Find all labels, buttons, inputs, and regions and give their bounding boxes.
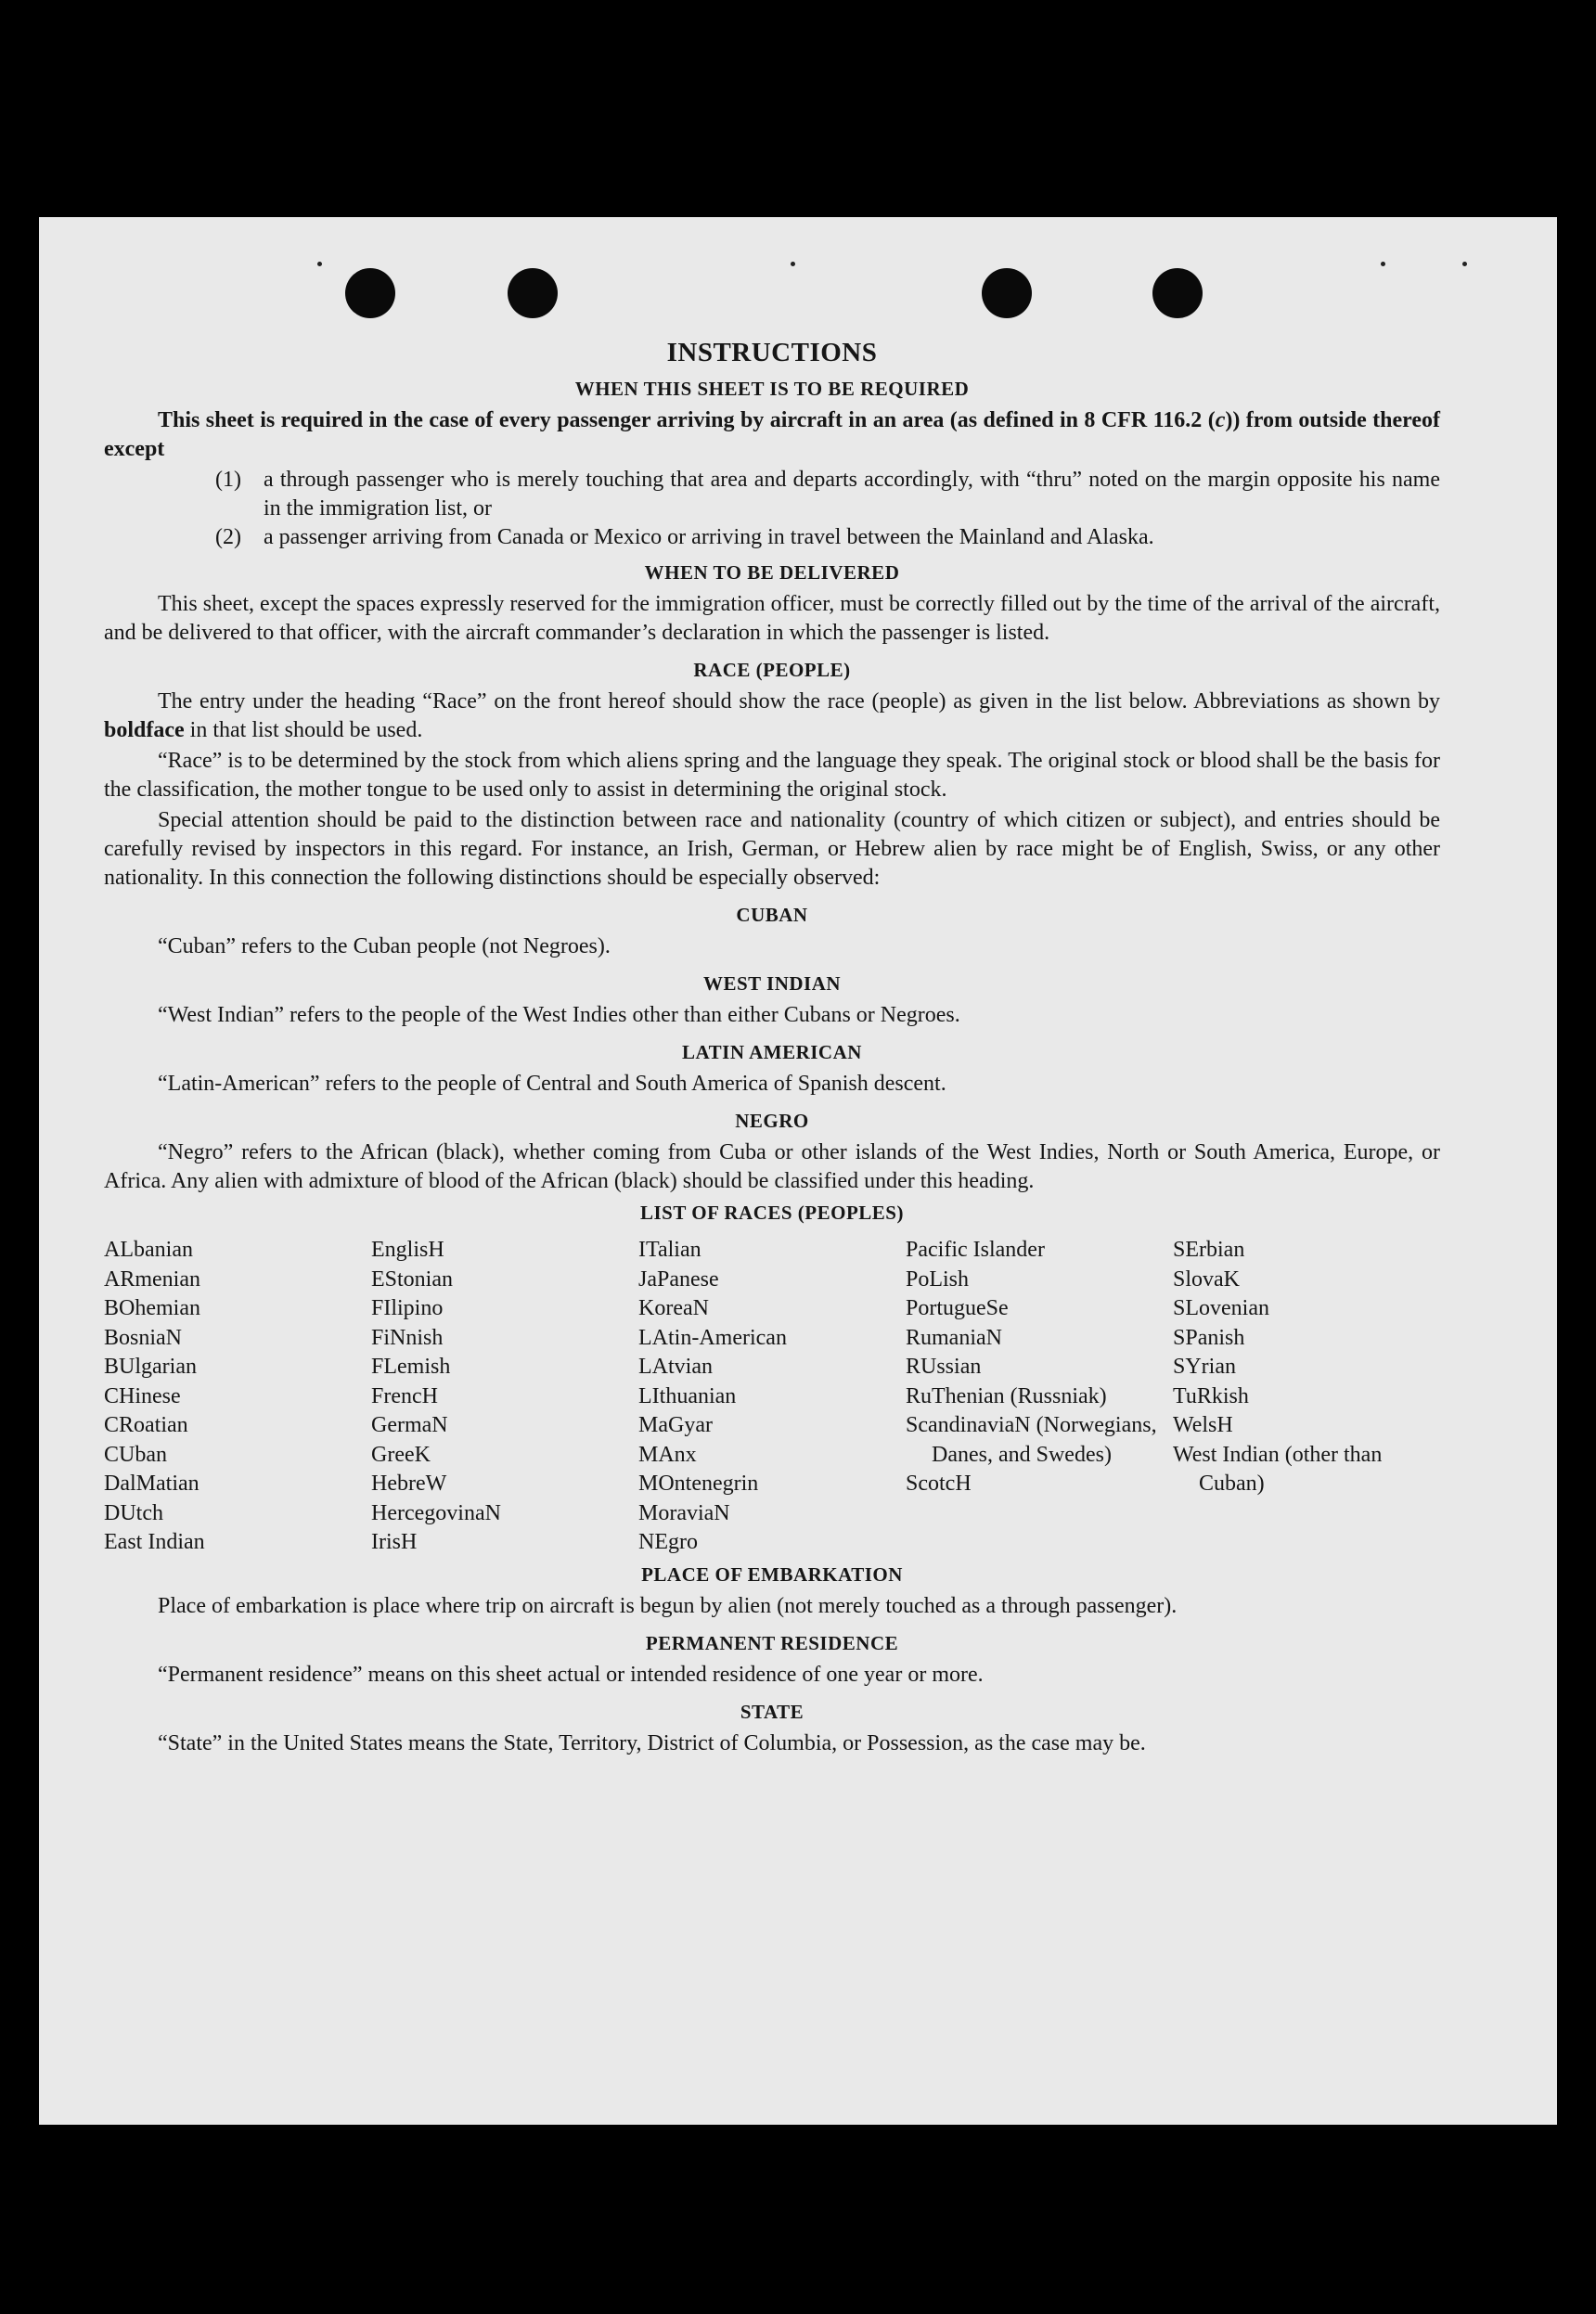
heading-negro: NEGRO: [735, 1110, 809, 1132]
latin-american-text: “Latin-American” refers to the people of Central and South America of Spanish descent.: [158, 1072, 946, 1096]
speck: [791, 262, 795, 266]
race-entry: East Indian: [104, 1530, 205, 1554]
race-entry: BUlgarian: [104, 1355, 197, 1379]
race-entry: BOhemian: [104, 1296, 200, 1320]
races-list: [104, 1236, 1440, 1558]
race-entry: ScandinaviaN (Norwegians, Danes, and Swedes): [906, 1413, 1157, 1467]
race-entry: CHinese: [104, 1383, 181, 1408]
race-entry: FIlipino: [371, 1296, 444, 1320]
race-entry: Pacific Islander: [906, 1238, 1045, 1262]
heading-races-list: LIST OF RACES (PEOPLES): [640, 1202, 904, 1224]
instructions-content: [104, 338, 1440, 1760]
race-paragraph-3: Special attention should be paid to the distinction between race and nationality (country of which citizen or subject), and entries should be carefully revised by inspectors in this regard. For instance, an Irish, German, or Hebrew alien by race might be of English, Swiss, or any other nationality. In this connection the following distinctions should be especially observed:: [104, 808, 1440, 890]
race-entry: SlovaK: [1173, 1266, 1240, 1292]
speck: [1462, 262, 1467, 266]
race-entry: MoraviaN: [638, 1500, 730, 1525]
races-column: [371, 1236, 638, 1558]
races-column: [906, 1236, 1173, 1558]
embarkation-text: Place of embarkation is place where trip on aircraft is begun by alien (not merely touched as a through passenger).: [158, 1593, 1178, 1618]
race-entry: TuRkish: [1173, 1383, 1249, 1408]
race-entry: BosniaN: [104, 1325, 182, 1350]
heading-cuban: CUBAN: [736, 904, 808, 926]
punch-hole: [1152, 268, 1203, 318]
heading-embarkation: PLACE OF EMBARKATION: [641, 1562, 903, 1586]
races-column: [104, 1236, 371, 1558]
state-text: “State” in the United States means the State, Territory, District of Columbia, or Possession, as the case may be.: [158, 1730, 1146, 1755]
negro-text: “Negro” refers to the African (black), whether coming from Cuba or other islands of the West Indies, North or South America, Europe, or Africa. Any alien with admixture of blood of the African (black) should be classified under this heading.: [104, 1140, 1440, 1193]
heading-residence: PERMANENT RESIDENCE: [645, 1631, 899, 1654]
race-paragraph-2: “Race” is to be determined by the stock from which aliens spring and the language they speak. The original stock or blood shall be the basis for the classification, the mother tongue to be used only to assist in determining the original stock.: [104, 749, 1440, 802]
race-entry: West Indian (other than Cuban): [1173, 1442, 1383, 1496]
race-entry: ITalian: [638, 1238, 701, 1262]
race-entry: PortugueSe: [906, 1296, 1009, 1320]
race-paragraph-1: The entry under the heading “Race” on the front hereof should show the race (people) as given in the list below. Abbreviations as shown by boldface in that list should be used.: [104, 689, 1440, 742]
race-entry: SLovenian: [1173, 1296, 1269, 1320]
races-column: [1173, 1236, 1440, 1558]
race-entry: SYrian: [1173, 1355, 1236, 1379]
race-entry: JaPanese: [638, 1266, 719, 1292]
race-entry: ALbanian: [104, 1238, 193, 1262]
races-column: [638, 1236, 906, 1558]
heading-west-indian: WEST INDIAN: [702, 972, 842, 995]
race-entry: LAtin-American: [638, 1325, 787, 1350]
race-entry: LAtvian: [638, 1355, 713, 1379]
race-entry: SPanish: [1173, 1325, 1245, 1350]
race-entry: FLemish: [371, 1355, 451, 1379]
race-entry: DalMatian: [104, 1472, 200, 1496]
race-entry: MOntenegrin: [638, 1472, 759, 1496]
race-entry: HercegovinaN: [371, 1500, 501, 1525]
heading-race: RACE (PEOPLE): [693, 659, 851, 681]
race-entry: RUssian: [906, 1355, 982, 1379]
punch-hole: [982, 268, 1032, 318]
document-sheet: [39, 217, 1557, 2125]
race-entry: KoreaN: [638, 1296, 709, 1320]
race-entry: RumaniaN: [906, 1325, 1002, 1350]
race-entry: DUtch: [104, 1500, 163, 1525]
heading-state: STATE: [740, 1700, 804, 1723]
punch-hole: [345, 268, 395, 318]
race-entry: PoLish: [906, 1266, 970, 1292]
west-indian-text: “West Indian” refers to the people of the West Indies other than either Cubans or Negroes.: [158, 1003, 960, 1027]
race-entry: CRoatian: [104, 1413, 188, 1437]
race-entry: MaGyar: [638, 1413, 713, 1437]
punch-hole: [508, 268, 558, 318]
race-entry: CUban: [104, 1442, 167, 1467]
heading-latin-american: LATIN AMERICAN: [682, 1041, 862, 1063]
race-entry: HebreW: [371, 1472, 447, 1496]
race-entry: ARmenian: [104, 1266, 200, 1292]
race-entry: SErbian: [1173, 1238, 1245, 1262]
race-entry: ScotcH: [906, 1472, 972, 1496]
race-entry: FrencH: [371, 1383, 438, 1408]
race-entry: EStonian: [371, 1266, 453, 1292]
cuban-text: “Cuban” refers to the Cuban people (not Negroes).: [158, 934, 611, 958]
delivered-text: This sheet, except the spaces expressly reserved for the immigration officer, must be correctly filled out by the time of the arrival of the aircraft, and be delivered to that officer, with the aircraft commander’s declaration in which the passenger is listed.: [104, 592, 1440, 645]
race-entry: NEgro: [638, 1530, 698, 1554]
race-entry: LIthuanian: [638, 1383, 737, 1408]
heading-delivered: WHEN TO BE DELIVERED: [644, 561, 900, 584]
race-entry: EnglisH: [371, 1238, 444, 1262]
required-item: (2) a passenger arriving from Canada or Mexico or arriving in travel between the Mainland and Alaska.: [215, 525, 1154, 549]
race-entry: GreeK: [371, 1442, 431, 1467]
race-entry: GermaN: [371, 1413, 448, 1437]
speck: [1381, 262, 1385, 266]
heading-required: WHEN THIS SHEET IS TO BE REQUIRED: [574, 378, 970, 400]
race-entry: WelsH: [1173, 1413, 1233, 1437]
required-intro: This sheet is required in the case of every passenger arriving by aircraft in an area (as defined in 8 CFR 116.2 (c)) from outside thereof except: [104, 408, 1440, 461]
speck: [317, 262, 322, 266]
race-entry: FiNnish: [371, 1325, 444, 1350]
race-entry: RuThenian (Russniak): [906, 1383, 1107, 1408]
required-item: (1) a through passenger who is merely touching that area and departs accordingly, with “thru” noted on the margin opposite his name in the immigration list, or: [215, 468, 1440, 521]
race-entry: MAnx: [638, 1442, 697, 1467]
page-title: INSTRUCTIONS: [666, 338, 878, 367]
residence-text: “Permanent residence” means on this sheet actual or intended residence of one year or more.: [158, 1662, 984, 1687]
race-entry: IrisH: [371, 1530, 418, 1554]
